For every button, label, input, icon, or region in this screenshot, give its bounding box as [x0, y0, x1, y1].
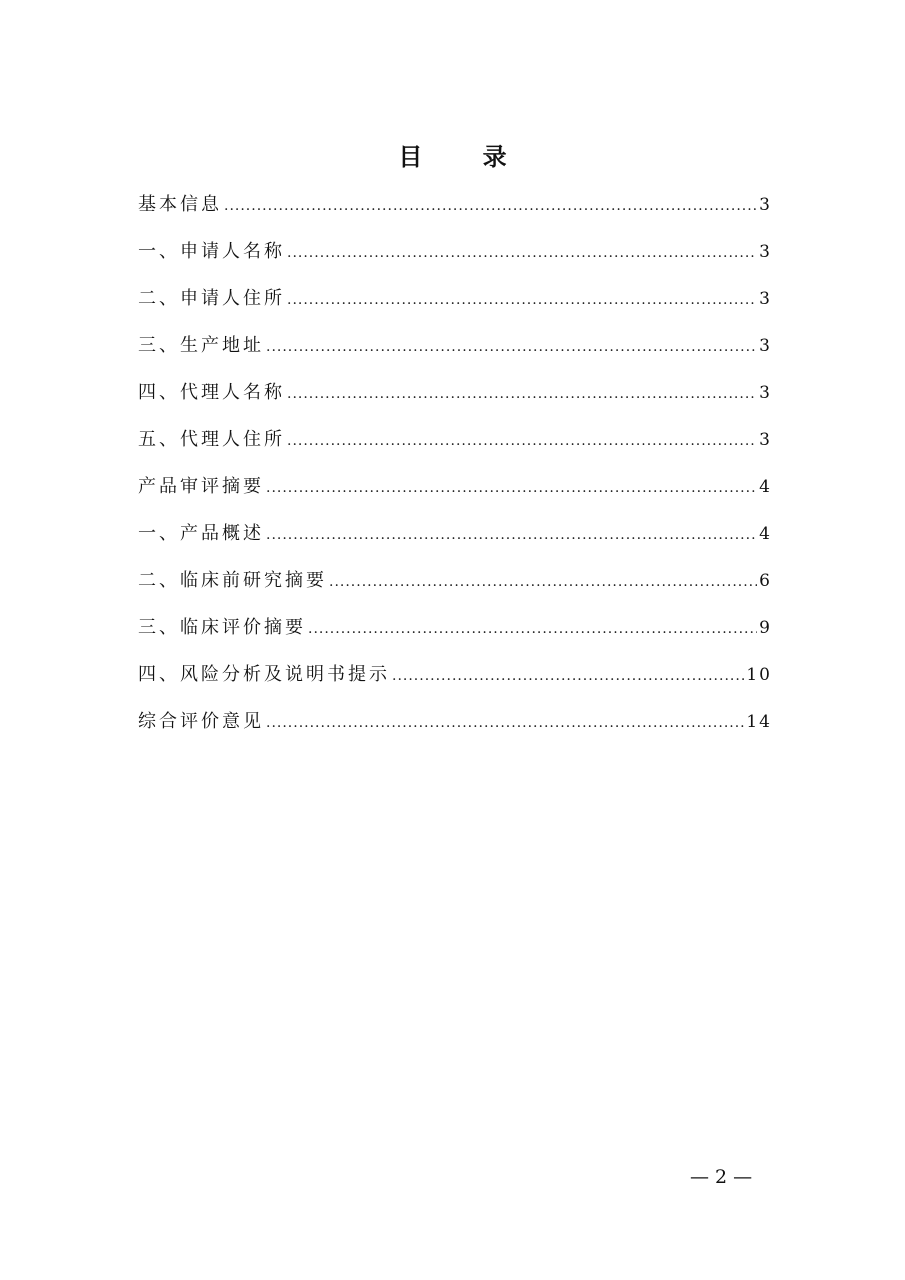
toc-entry-page: 4	[759, 477, 772, 497]
toc-entry-page: 3	[759, 383, 772, 403]
toc-entry-label: 一、申请人名称	[138, 241, 285, 262]
toc-entry-label: 基本信息	[138, 194, 222, 215]
toc-entry[interactable]	[138, 378, 772, 425]
toc-entry-label: 产品审评摘要	[138, 476, 264, 497]
toc-leader-dots	[224, 191, 757, 221]
toc-entry-page: 3	[759, 336, 772, 356]
toc-entry-label: 三、临床评价摘要	[138, 617, 306, 638]
toc-entry[interactable]	[138, 472, 772, 519]
toc-entry-label: 二、临床前研究摘要	[138, 570, 327, 591]
toc-leader-dots	[392, 661, 744, 691]
toc-leader-dots	[266, 473, 757, 503]
toc-entry-label: 一、产品概述	[138, 523, 264, 544]
toc-leader-dots	[287, 285, 757, 315]
toc-entry-label: 四、风险分析及说明书提示	[138, 664, 390, 685]
toc-leader-dots	[287, 426, 757, 456]
toc-leader-dots	[287, 379, 757, 409]
toc-leader-dots	[308, 614, 757, 644]
toc-entry-page: 4	[759, 524, 772, 544]
toc-entry-page: 3	[759, 289, 772, 309]
toc-entry-page: 6	[759, 571, 772, 591]
toc-entry-label: 三、生产地址	[138, 335, 264, 356]
toc-entry[interactable]	[138, 707, 772, 754]
toc-entry-page: 3	[759, 242, 772, 262]
toc-entry-page: 3	[759, 195, 772, 215]
toc-entry[interactable]	[138, 190, 772, 237]
toc-leader-dots	[287, 238, 757, 268]
toc-entry-label: 二、申请人住所	[138, 288, 285, 309]
toc-leader-dots	[266, 520, 757, 550]
toc-entry[interactable]	[138, 566, 772, 613]
toc-entry[interactable]	[138, 331, 772, 378]
page-number: — 2 —	[690, 1166, 753, 1188]
table-of-contents	[138, 190, 772, 754]
toc-entry[interactable]	[138, 519, 772, 566]
toc-leader-dots	[266, 708, 744, 738]
toc-entry[interactable]	[138, 660, 772, 707]
toc-entry-label: 四、代理人名称	[138, 382, 285, 403]
toc-entry-page: 14	[746, 712, 772, 732]
toc-entry-page: 3	[759, 430, 772, 450]
toc-leader-dots	[266, 332, 757, 362]
toc-leader-dots	[329, 567, 757, 597]
page-title: 目 录	[398, 142, 533, 171]
toc-entry-label: 综合评价意见	[138, 711, 264, 732]
toc-entry-page: 9	[759, 618, 772, 638]
toc-entry[interactable]	[138, 425, 772, 472]
toc-entry-label: 五、代理人住所	[138, 429, 285, 450]
toc-entry[interactable]	[138, 284, 772, 331]
toc-entry-page: 10	[746, 665, 772, 685]
toc-entry[interactable]	[138, 237, 772, 284]
toc-entry[interactable]	[138, 613, 772, 660]
